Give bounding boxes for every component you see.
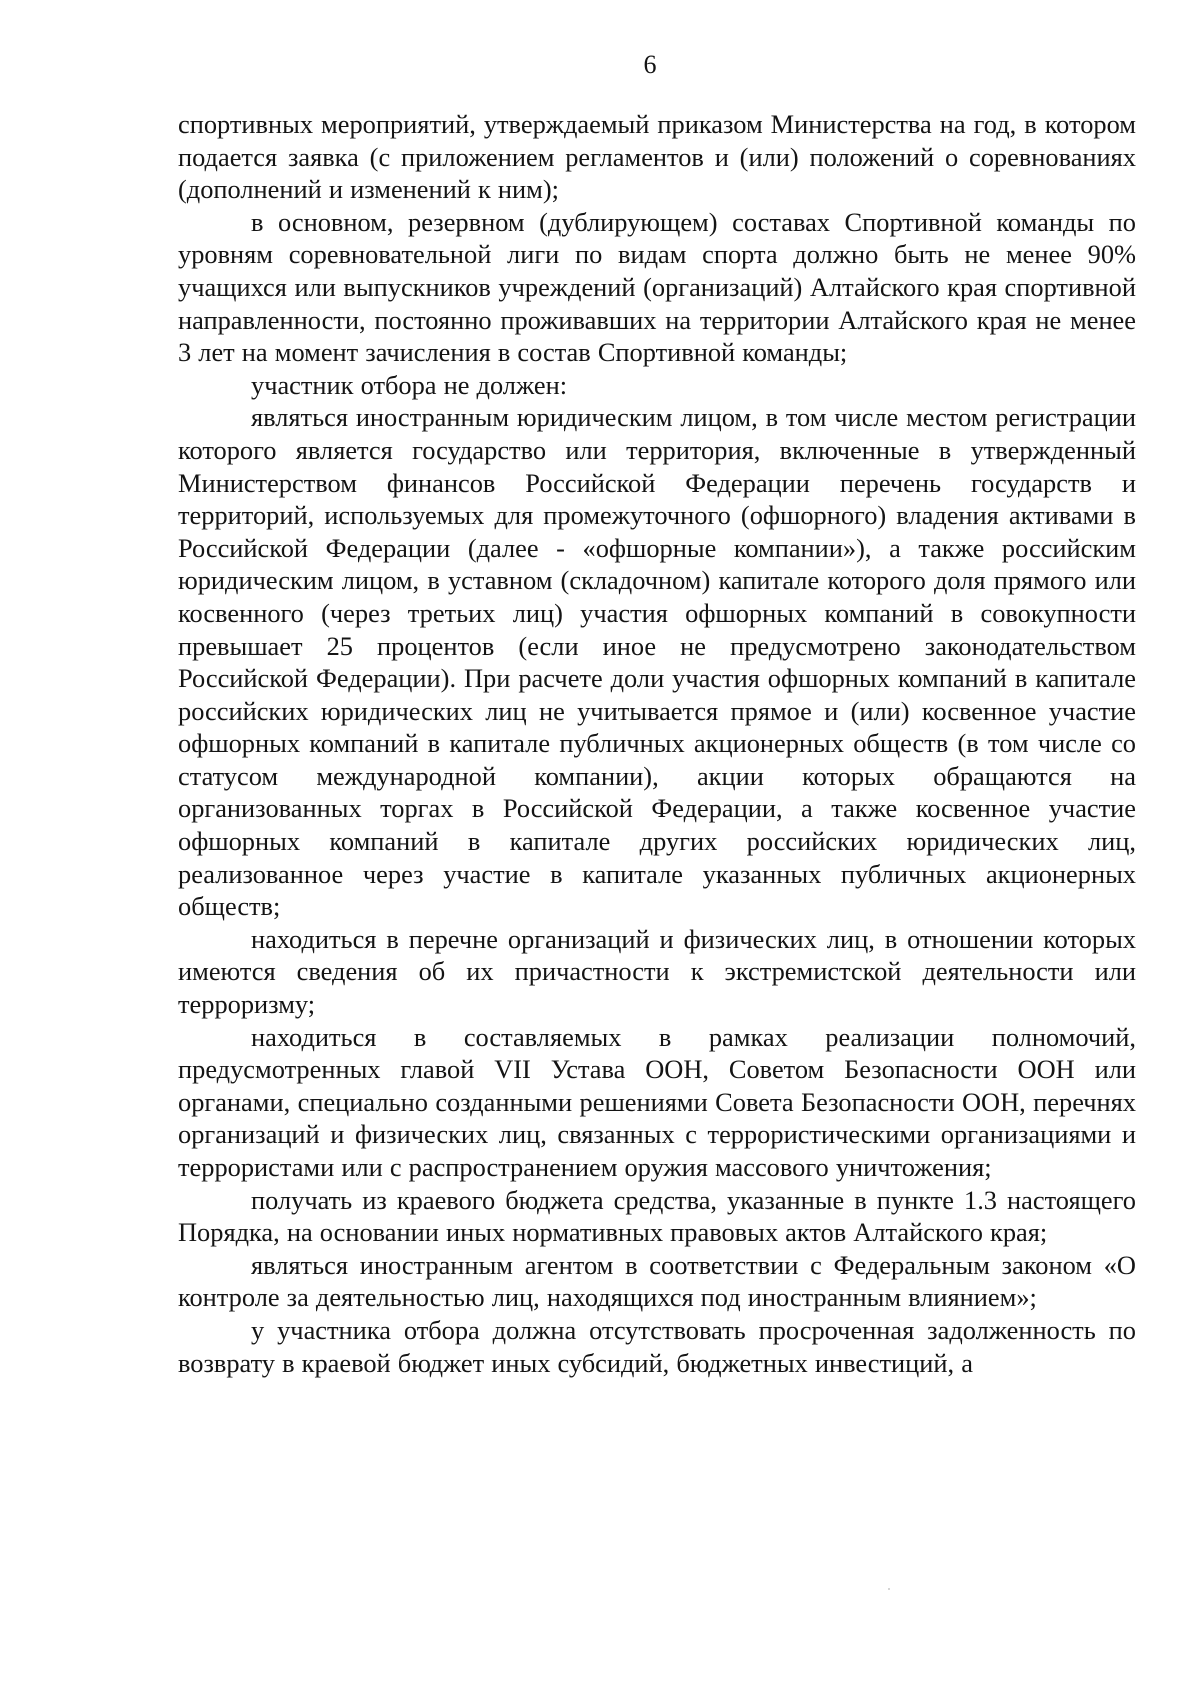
paragraph-participant-must-not: участник отбора не должен: [251, 369, 568, 400]
document-body [178, 108, 1136, 1379]
paragraph-other-budget-funds: получать из краевого бюджета средства, указанные в пункте 1.3 настоящего Порядка, на основании иных нормативных правовых актов Алтайского края; [178, 1184, 1136, 1248]
paragraph-continuation: спортивных мероприятий, утверждаемый приказом Министерства на год, в котором подается заявка (с приложением регламентов и (или) положений о соревнованиях (дополнений и изменений к ним); [178, 109, 1136, 205]
page-number: 6 [643, 50, 657, 79]
paragraph-overdue-debt: у участника отбора должна отсутствовать просроченная задолженность по возврату в краевой бюджет иных субсидий, бюджетных инвестиций, а [178, 1314, 1136, 1378]
scan-speck [888, 1588, 890, 1590]
paragraph-foreign-entity: являться иностранным юридическим лицом, в том числе местом регистрации которого является государство или территория, включенные в утвержденный Министерством финансов Российской Федерации перечень государств и территорий, используемых для промежуточного (офшорного) владения активами в Российской Федерации (далее - «офшорные компании»), а также российским юридическим лицом, в уставном (складочном) капитале которого доля прямого или косвенного (через третьих лиц) участия офшорных компаний в совокупности превышает 25 процентов (если иное не предусмотрено законодательством Российской Федерации). При расчете доли участия офшорных компаний в капитале российских юридических лиц не учитывается прямое и (или) косвенное участие офшорных компаний в капитале публичных акционерных обществ (в том числе со статусом международной компании), акции которых обращаются на организованных торгах в Российской Федерации, а также косвенное участие офшорных компаний в капитале других российских юридических лиц, реализованное через участие в капитале указанных публичных акционерных обществ; [178, 402, 1136, 922]
paragraph-foreign-agent: являться иностранным агентом в соответствии с Федеральным законом «О контроле за деятельностью лиц, находящихся под иностранным влиянием»; [178, 1249, 1136, 1313]
paragraph-team-composition: в основном, резервном (дублирующем) составах Спортивной команды по уровням соревновательной лиги по видам спорта должно быть не менее 90% учащихся или выпускников учреждений (организаций) Алтайского края спортивной направленности, постоянно проживавших на территории Алтайского края не менее 3 лет на момент зачисления в состав Спортивной команды; [178, 206, 1136, 368]
paragraph-extremism-list: находиться в перечне организаций и физических лиц, в отношении которых имеются сведения об их причастности к экстремистской деятельности или терроризму; [178, 923, 1136, 1020]
paragraph-un-sanctions: находиться в составляемых в рамках реализации полномочий, предусмотренных главой VII Устава ООН, Советом Безопасности ООН или органами, специально созданными решениями Совета Безопасности ООН, перечнях организаций и физических лиц, связанных с террористическими организациями и террористами или с распространением оружия массового уничтожения; [178, 1021, 1136, 1182]
